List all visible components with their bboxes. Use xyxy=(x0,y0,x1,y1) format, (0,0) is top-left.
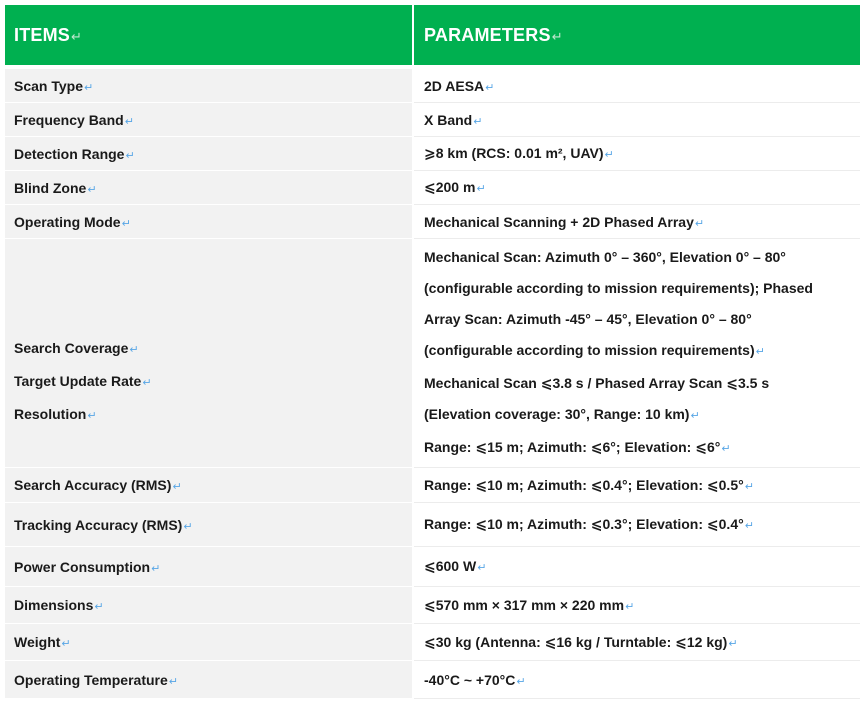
row-value-cell xyxy=(414,205,860,239)
paragraph-mark-icon: ↵ xyxy=(755,345,765,358)
row-label-cell xyxy=(5,547,414,587)
paragraph-mark-icon: ↵ xyxy=(125,149,135,162)
items-header-text: ITEMS xyxy=(14,24,71,45)
operating-temperature-label: Operating Temperature xyxy=(14,671,168,688)
row-value-cell xyxy=(414,503,860,547)
value-line: (configurable according to mission requirements); Phased xyxy=(424,279,813,296)
table-row xyxy=(5,69,860,103)
paragraph-mark-icon: ↵ xyxy=(71,28,83,44)
header-row xyxy=(5,5,860,65)
power-consumption-label: Power Consumption xyxy=(14,558,151,575)
row-label-cell xyxy=(5,103,414,137)
detection-range-value: ⩾8 km (RCS: 0.01 m², UAV) xyxy=(424,145,604,161)
paragraph-mark-icon: ↵ xyxy=(87,183,97,196)
weight-label: Weight xyxy=(14,634,61,650)
row-label-cell xyxy=(5,661,414,699)
row-value-cell xyxy=(414,624,860,661)
row-value-cell xyxy=(414,171,860,205)
scan-type-label: Scan Type xyxy=(14,77,83,94)
dimensions-label: Dimensions xyxy=(14,597,94,613)
value-line: Mechanical Scan ⩽3.8 s / Phased Array Scan ⩽3.5 s xyxy=(424,374,770,391)
table-row xyxy=(5,661,860,699)
paragraph-mark-icon: ↵ xyxy=(477,562,487,574)
parameters-header xyxy=(414,5,860,65)
value-line: Mechanical Scan: Azimuth 0° – 360°, Elevation 0° – 80° xyxy=(424,248,786,265)
row-label-cell xyxy=(5,171,414,205)
paragraph-mark-icon: ↵ xyxy=(168,675,178,688)
table-row xyxy=(5,205,860,239)
dimensions-value: ⩽570 mm × 317 mm × 220 mm xyxy=(424,596,625,613)
paragraph-mark-icon: ↵ xyxy=(87,409,97,422)
blind-zone-value: ⩽200 m xyxy=(424,179,476,195)
value-line: (Elevation coverage: 30°, Range: 10 km)↵ xyxy=(424,405,700,422)
parameters-header-text: PARAMETERS xyxy=(424,24,551,45)
tracking-accuracy-label: Tracking Accuracy (RMS) xyxy=(14,516,183,533)
paragraph-mark-icon: ↵ xyxy=(744,480,754,493)
row-label-cell xyxy=(5,239,414,468)
table-row xyxy=(5,103,860,137)
paragraph-mark-icon: ↵ xyxy=(129,343,139,356)
search-accuracy-value: Range: ⩽10 m; Azimuth: ⩽0.4°; Elevation: ⩽0.5° xyxy=(424,476,744,493)
search-accuracy-label: Search Accuracy (RMS) xyxy=(14,477,172,493)
row-value-cell xyxy=(414,69,860,103)
tracking-accuracy-value: Range: ⩽10 m; Azimuth: ⩽0.3°; Elevation: ⩽0.4° xyxy=(424,516,744,532)
row-value-cell xyxy=(414,661,860,699)
row-label-cell xyxy=(5,587,414,624)
paragraph-mark-icon: ↵ xyxy=(604,149,614,161)
search-coverage-value xyxy=(424,242,860,368)
row-value-cell xyxy=(414,587,860,624)
table-row xyxy=(5,547,860,587)
paragraph-mark-icon: ↵ xyxy=(744,520,754,532)
row-value-cell xyxy=(414,547,860,587)
power-consumption-value: ⩽600 W xyxy=(424,558,477,574)
row-label-cell xyxy=(5,205,414,239)
table-row xyxy=(5,137,860,171)
row-value-cell xyxy=(414,239,860,468)
table-row xyxy=(5,503,860,547)
paragraph-mark-icon: ↵ xyxy=(183,520,193,533)
frequency-band-label: Frequency Band xyxy=(14,111,124,128)
row-value-cell xyxy=(414,103,860,137)
scan-type-value: 2D AESA xyxy=(424,77,485,94)
paragraph-mark-icon: ↵ xyxy=(728,637,738,650)
table-row xyxy=(5,171,860,205)
paragraph-mark-icon: ↵ xyxy=(121,217,131,230)
paragraph-mark-icon: ↵ xyxy=(551,28,563,44)
resolution-value xyxy=(424,432,860,465)
table-row xyxy=(5,239,860,468)
operating-mode-label: Operating Mode xyxy=(14,213,121,230)
row-label-cell xyxy=(5,69,414,103)
operating-mode-value: Mechanical Scanning + 2D Phased Array xyxy=(424,213,694,230)
label-stack xyxy=(14,275,412,432)
paragraph-mark-icon: ↵ xyxy=(694,217,705,230)
row-label-cell xyxy=(5,503,414,547)
paragraph-mark-icon: ↵ xyxy=(142,376,152,389)
table-row xyxy=(5,468,860,503)
paragraph-mark-icon: ↵ xyxy=(84,81,94,94)
paragraph-mark-icon: ↵ xyxy=(94,601,104,613)
value-line: (configurable according to mission requirements)↵ xyxy=(424,341,765,358)
paragraph-mark-icon: ↵ xyxy=(721,442,731,455)
target-update-rate-value xyxy=(424,368,860,432)
detection-range-label: Detection Range xyxy=(14,145,125,162)
paragraph-mark-icon: ↵ xyxy=(485,81,495,94)
paragraph-mark-icon: ↵ xyxy=(151,562,161,575)
value-line: Array Scan: Azimuth -45° – 45°, Elevation 0° – 80° xyxy=(424,310,752,327)
row-value-cell xyxy=(414,468,860,503)
resolution-label: Resolution↵ xyxy=(14,405,97,422)
value-line: Range: ⩽15 m; Azimuth: ⩽6°; Elevation: ⩽6°↵ xyxy=(424,438,731,455)
table-row xyxy=(5,587,860,624)
row-value-cell xyxy=(414,137,860,171)
operating-temperature-value: -40°C ~ +70°C xyxy=(424,671,516,688)
paragraph-mark-icon: ↵ xyxy=(476,183,486,195)
items-header xyxy=(5,5,414,65)
search-coverage-label: Search Coverage↵ xyxy=(14,339,139,356)
paragraph-mark-icon: ↵ xyxy=(516,675,526,688)
frequency-band-value: X Band xyxy=(424,111,473,128)
paragraph-mark-icon: ↵ xyxy=(61,638,71,650)
paragraph-mark-icon: ↵ xyxy=(124,115,134,128)
specifications-table xyxy=(5,5,860,699)
weight-value: ⩽30 kg (Antenna: ⩽16 kg / Turntable: ⩽12 kg) xyxy=(424,633,728,650)
row-label-cell xyxy=(5,137,414,171)
table-row xyxy=(5,624,860,661)
paragraph-mark-icon: ↵ xyxy=(172,481,182,493)
row-label-cell xyxy=(5,468,414,503)
paragraph-mark-icon: ↵ xyxy=(690,409,700,422)
target-update-rate-label: Target Update Rate↵ xyxy=(14,372,152,389)
paragraph-mark-icon: ↵ xyxy=(473,115,483,128)
paragraph-mark-icon: ↵ xyxy=(625,600,635,613)
blind-zone-label: Blind Zone xyxy=(14,179,87,196)
row-label-cell xyxy=(5,624,414,661)
